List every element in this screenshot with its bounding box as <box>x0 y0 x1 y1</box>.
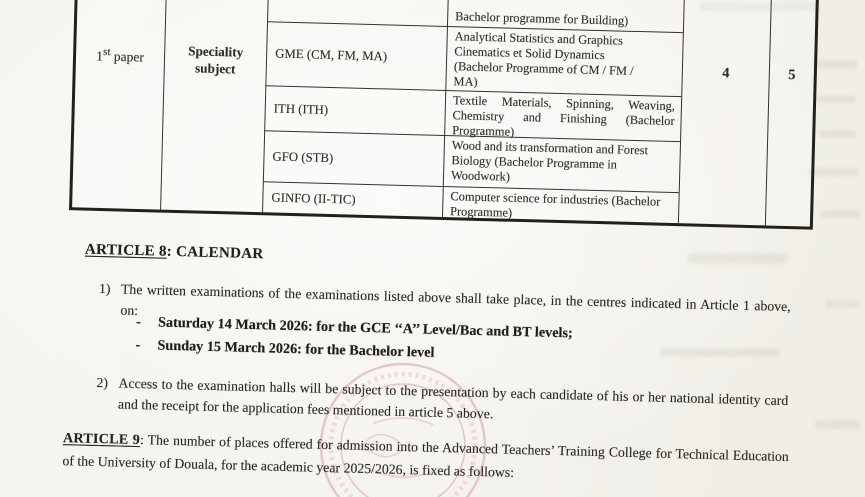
desc-cell: Textile Materials, Spinning, Weaving, Chemistry and Finishing (Bachelor Programme) <box>444 90 681 141</box>
code-cell: GME (CM, FM, MA) <box>265 21 447 90</box>
article8-item1-text: The written examinations of the examinations listed above shall take place, in the centres indicated in Article 1 above, on: <box>120 281 791 319</box>
paper-column-cell <box>72 0 166 210</box>
article8-item2-text: Access to the examination halls will be subject to the presentation by each candidate of his or her national identity card and the receipt for the application fees mentioned in article 5 above. <box>117 375 789 422</box>
numeric-cell-right: 5 <box>765 0 816 227</box>
article8-item2 <box>96 372 789 432</box>
exam-table <box>69 0 819 230</box>
speciality-header-cell <box>160 0 268 212</box>
partial-row-text: Bachelor programme for Building) <box>455 9 629 28</box>
speciality-header-label: Speciality subject <box>188 43 244 77</box>
numeric-cell-left: 4 <box>678 0 771 225</box>
calendar-bullet-text: Sunday 15 March 2026: for the Bachelor level <box>157 337 435 361</box>
bullet-dash: - <box>135 336 141 354</box>
bullet-dash: - <box>135 313 142 331</box>
article9-text: : The number of places offered for admission into the Advanced Teachers’ Training College for Technical Education of the University of Douala, for the academic year 2025/2026, is fixed as follows: <box>62 432 790 480</box>
calendar-bullet-text: Saturday 14 March 2026: for the GCE ‘‘A’’ Level/Bac and BT levels; <box>157 314 573 342</box>
desc-cell: Wood and its transformation and Forest Biology (Bachelor Programme in Woodwork) <box>443 135 680 192</box>
article8-heading-rest: : CALENDAR <box>166 243 264 263</box>
paper-label: 1st paper <box>96 46 145 65</box>
article9-heading-label: ARTICLE 9 <box>62 431 141 449</box>
desc-cell: Computer science for industries (Bachelor Programme) <box>442 186 679 223</box>
code-cell: ITH (ITH) <box>264 85 445 135</box>
list-number: 2) <box>96 374 109 391</box>
article9-paragraph <box>62 427 789 491</box>
list-number: 1) <box>98 280 111 297</box>
article8-heading <box>85 242 264 264</box>
article8-heading-label: ARTICLE 8 <box>84 241 167 260</box>
code-cell: GFO (STB) <box>263 130 444 186</box>
code-cell: GINFO (II-TIC) <box>262 181 443 217</box>
desc-cell: Analytical Statistics and Graphics Cinematics et Solid Dynamics (Bachelor Programme of CM / FM / MA) <box>445 26 683 96</box>
